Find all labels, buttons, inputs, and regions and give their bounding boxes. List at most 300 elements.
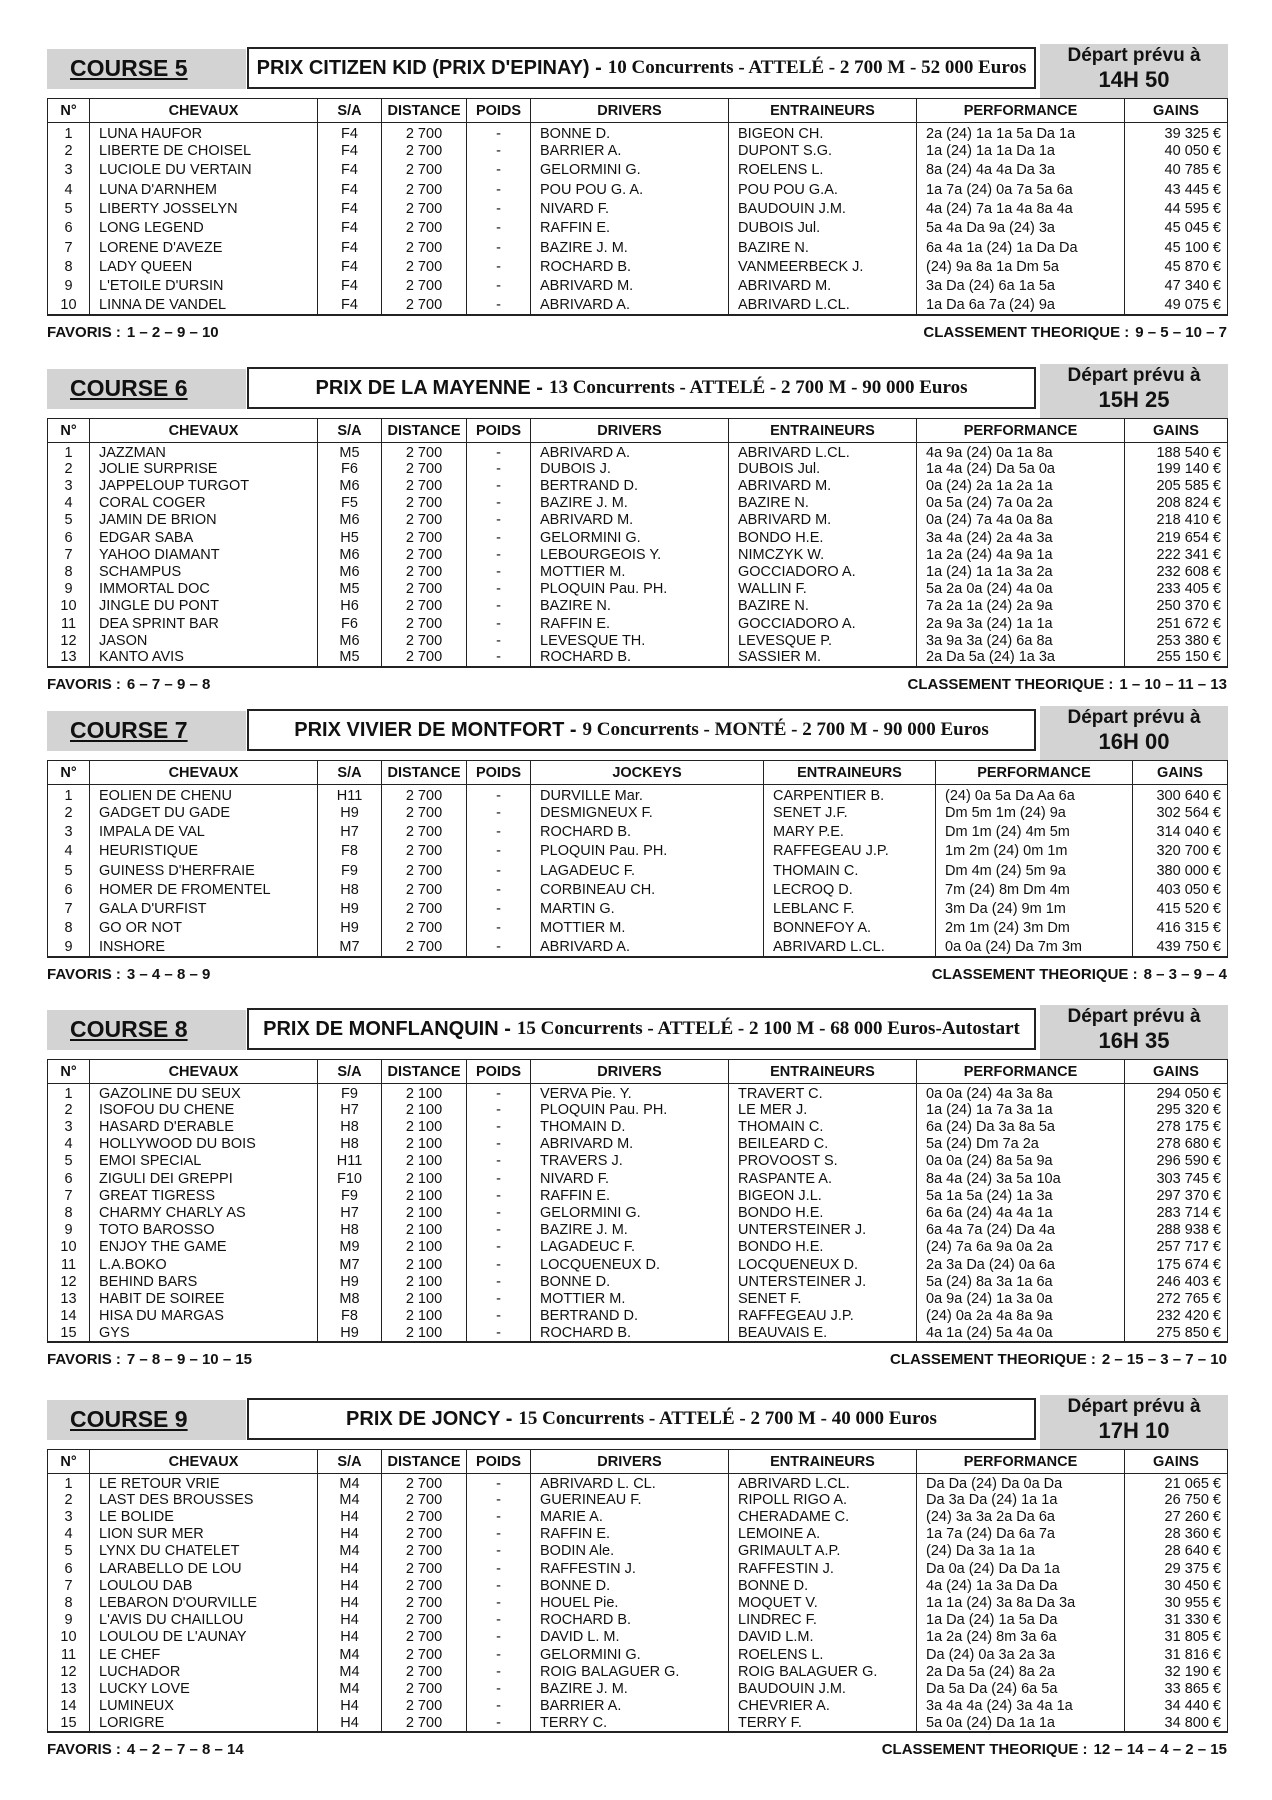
course-header: [47, 364, 1227, 418]
runner-number: 13: [48, 650, 90, 667]
weight: -: [467, 880, 531, 899]
rider-name: ABRIVARD M.: [531, 277, 729, 296]
earnings: 251 672 €: [1125, 615, 1228, 632]
table-row: [48, 1136, 1228, 1153]
weight: -: [467, 529, 531, 546]
earnings: 45 045 €: [1125, 219, 1228, 238]
weight: -: [467, 495, 531, 512]
course-header: [47, 44, 1227, 98]
horse-name: IMPALA DE VAL: [90, 823, 318, 842]
rider-name: CORBINEAU CH.: [531, 880, 764, 899]
horse-name: LOULOU DE L'AUNAY: [90, 1629, 318, 1646]
sex-age: H4: [318, 1577, 382, 1594]
performance: 2m 1m (24) 3m Dm: [936, 919, 1133, 938]
prix-title-box: [247, 47, 1036, 89]
rider-name: PLOQUIN Pau. PH.: [531, 1102, 729, 1119]
performance: 6a (24) Da 3a 8a 5a: [917, 1119, 1125, 1136]
horse-name: EMOI SPECIAL: [90, 1153, 318, 1170]
table-row: [48, 123, 1228, 142]
table-row: [48, 632, 1228, 649]
horse-name: TOTO BAROSSO: [90, 1222, 318, 1239]
rider-name: BONNE D.: [531, 1273, 729, 1290]
table-row: [48, 478, 1228, 495]
sex-age: H7: [318, 823, 382, 842]
distance: 2 100: [382, 1136, 467, 1153]
rider-name: LAGADEUC F.: [531, 1239, 729, 1256]
course-header: [47, 1005, 1227, 1059]
rider-name: LAGADEUC F.: [531, 861, 764, 880]
sex-age: M5: [318, 581, 382, 598]
runner-number: 4: [48, 180, 90, 199]
weight: -: [467, 443, 531, 461]
performance: 5a 0a (24) Da 1a 1a: [917, 1715, 1125, 1732]
col-performance-header: PERFORMANCE: [917, 419, 1125, 443]
earnings: 175 674 €: [1125, 1256, 1228, 1273]
runner-number: 1: [48, 123, 90, 142]
trainer-name: RAFFEGEAU J.P.: [729, 1308, 917, 1325]
horse-name: LUCKY LOVE: [90, 1681, 318, 1698]
distance: 2 700: [382, 785, 467, 804]
performance: 4a (24) 7a 1a 4a 8a 4a: [917, 200, 1125, 219]
table-row: [48, 1291, 1228, 1308]
weight: -: [467, 512, 531, 529]
table-row: [48, 1325, 1228, 1342]
col-sex-age-header: S/A: [318, 1450, 382, 1474]
distance: 2 700: [382, 546, 467, 563]
weight: -: [467, 823, 531, 842]
table-row: [48, 1187, 1228, 1204]
rider-name: LEVESQUE TH.: [531, 632, 729, 649]
table-row: [48, 219, 1228, 238]
weight: -: [467, 632, 531, 649]
col-trainers-header: ENTRAINEURS: [729, 1060, 917, 1084]
runner-number: 8: [48, 1205, 90, 1222]
rider-name: ABRIVARD M.: [531, 1136, 729, 1153]
trainer-name: SENET F.: [729, 1291, 917, 1308]
performance: 1a (24) 1a 1a Da 1a: [917, 142, 1125, 161]
sex-age: H9: [318, 919, 382, 938]
runner-number: 7: [48, 238, 90, 257]
earnings: 253 380 €: [1125, 632, 1228, 649]
distance: 2 700: [382, 823, 467, 842]
rider-name: RAFFIN E.: [531, 615, 729, 632]
earnings: 34 440 €: [1125, 1698, 1228, 1715]
col-horses-header: CHEVAUX: [90, 1450, 318, 1474]
runner-number: 1: [48, 443, 90, 461]
runner-number: 10: [48, 1629, 90, 1646]
course-header: [47, 1395, 1227, 1449]
weight: -: [467, 1170, 531, 1187]
course-section: [47, 1005, 1227, 1371]
sex-age: M4: [318, 1474, 382, 1492]
weight: -: [467, 1291, 531, 1308]
earnings: 33 865 €: [1125, 1681, 1228, 1698]
col-weight-header: POIDS: [467, 99, 531, 123]
prix-name: PRIX CITIZEN KID (PRIX D'EPINAY) -: [256, 56, 602, 79]
runner-number: 1: [48, 1084, 90, 1102]
rider-name: MOTTIER M.: [531, 564, 729, 581]
runner-number: 5: [48, 1543, 90, 1560]
distance: 2 700: [382, 880, 467, 899]
col-riders-header: DRIVERS: [531, 1450, 729, 1474]
table-row: [48, 880, 1228, 899]
favorites-label: FAVORIS :: [47, 1351, 121, 1369]
trainer-name: CHERADAME C.: [729, 1509, 917, 1526]
runner-number: 10: [48, 598, 90, 615]
weight: -: [467, 478, 531, 495]
rider-name: BARRIER A.: [531, 1698, 729, 1715]
prix-title-box: [247, 709, 1036, 751]
ranking-values: 2 – 15 – 3 – 7 – 10: [1101, 1351, 1227, 1369]
rider-name: MOTTIER M.: [531, 919, 764, 938]
weight: -: [467, 219, 531, 238]
favorites: [47, 1351, 252, 1368]
rider-name: BAZIRE N.: [531, 598, 729, 615]
rider-name: ABRIVARD L. CL.: [531, 1474, 729, 1492]
weight: -: [467, 785, 531, 804]
horse-name: SCHAMPUS: [90, 564, 318, 581]
earnings: 302 564 €: [1133, 804, 1228, 823]
performance: 0a 0a (24) Da 7m 3m: [936, 938, 1133, 957]
rider-name: POU POU G. A.: [531, 180, 729, 199]
favorites-values: 7 – 8 – 9 – 10 – 15: [126, 1351, 253, 1369]
runner-number: 9: [48, 581, 90, 598]
horse-name: HEURISTIQUE: [90, 842, 318, 861]
trainer-name: PROVOOST S.: [729, 1153, 917, 1170]
sex-age: H8: [318, 880, 382, 899]
sex-age: H11: [318, 785, 382, 804]
distance: 2 700: [382, 900, 467, 919]
horse-name: LORIGRE: [90, 1715, 318, 1732]
horse-name: LUNA D'ARNHEM: [90, 180, 318, 199]
table-row: [48, 1492, 1228, 1509]
rider-name: BODIN Ale.: [531, 1543, 729, 1560]
horse-name: ISOFOU DU CHENE: [90, 1102, 318, 1119]
table-row: [48, 180, 1228, 199]
runner-number: 5: [48, 1153, 90, 1170]
earnings: 21 065 €: [1125, 1474, 1228, 1492]
departure-box: [1040, 1005, 1228, 1059]
horse-name: LONG LEGEND: [90, 219, 318, 238]
performance: (24) 0a 2a 4a 8a 9a: [917, 1308, 1125, 1325]
table-row: [48, 1543, 1228, 1560]
trainer-name: ABRIVARD L.CL.: [764, 938, 936, 957]
earnings: 29 375 €: [1125, 1560, 1228, 1577]
weight: -: [467, 180, 531, 199]
horse-name: JAPPELOUP TURGOT: [90, 478, 318, 495]
table-row: [48, 238, 1228, 257]
col-performance-header: PERFORMANCE: [917, 99, 1125, 123]
weight: -: [467, 1256, 531, 1273]
trainer-name: LEBLANC F.: [764, 900, 936, 919]
horse-name: LOULOU DAB: [90, 1577, 318, 1594]
rider-name: BONNE D.: [531, 123, 729, 142]
theoretical-ranking: [923, 324, 1227, 341]
performance: 6a 4a 1a (24) 1a Da Da: [917, 238, 1125, 257]
col-trainers-header: ENTRAINEURS: [729, 99, 917, 123]
trainer-name: NIMCZYK W.: [729, 546, 917, 563]
performance: 1a Da 6a 7a (24) 9a: [917, 296, 1125, 315]
table-header-row: [48, 99, 1228, 123]
weight: -: [467, 1119, 531, 1136]
weight: -: [467, 296, 531, 315]
col-earnings-header: GAINS: [1133, 761, 1228, 785]
favorites: [47, 676, 210, 693]
weight: -: [467, 1308, 531, 1325]
earnings: 39 325 €: [1125, 123, 1228, 142]
runner-number: 13: [48, 1681, 90, 1698]
trainer-name: POU POU G.A.: [729, 180, 917, 199]
earnings: 320 700 €: [1133, 842, 1228, 861]
runner-number: 3: [48, 1509, 90, 1526]
rider-name: PLOQUIN Pau. PH.: [531, 581, 729, 598]
runners-table: [47, 418, 1228, 668]
distance: 2 100: [382, 1308, 467, 1325]
performance: 4a 1a (24) 5a 4a 0a: [917, 1325, 1125, 1342]
runners-table: [47, 760, 1228, 958]
distance: 2 100: [382, 1153, 467, 1170]
table-row: [48, 1577, 1228, 1594]
col-trainers-header: ENTRAINEURS: [764, 761, 936, 785]
trainer-name: MOQUET V.: [729, 1595, 917, 1612]
performance: (24) 7a 6a 9a 0a 2a: [917, 1239, 1125, 1256]
distance: 2 700: [382, 919, 467, 938]
sex-age: F9: [318, 861, 382, 880]
col-sex-age-header: S/A: [318, 761, 382, 785]
distance: 2 100: [382, 1187, 467, 1204]
rider-name: ROCHARD B.: [531, 258, 729, 277]
col-performance-header: PERFORMANCE: [936, 761, 1133, 785]
runner-number: 4: [48, 495, 90, 512]
weight: -: [467, 1577, 531, 1594]
performance: 4a (24) 1a 3a Da Da: [917, 1577, 1125, 1594]
favorites: [47, 966, 210, 983]
earnings: 30 450 €: [1125, 1577, 1228, 1594]
earnings: 40 050 €: [1125, 142, 1228, 161]
distance: 2 700: [382, 1595, 467, 1612]
rider-name: MARTIN G.: [531, 900, 764, 919]
trainer-name: WALLIN F.: [729, 581, 917, 598]
ranking-label: CLASSEMENT THEORIQUE :: [881, 1741, 1088, 1759]
col-earnings-header: GAINS: [1125, 1450, 1228, 1474]
distance: 2 700: [382, 1646, 467, 1663]
distance: 2 700: [382, 1560, 467, 1577]
distance: 2 100: [382, 1291, 467, 1308]
runners-table: [47, 1449, 1228, 1733]
weight: -: [467, 1102, 531, 1119]
course-number-text: COURSE 9: [70, 1406, 188, 1432]
runner-number: 2: [48, 804, 90, 823]
distance: 2 700: [382, 1629, 467, 1646]
table-row: [48, 1119, 1228, 1136]
sex-age: M4: [318, 1681, 382, 1698]
trainer-name: DUBOIS Jul.: [729, 461, 917, 478]
sex-age: H8: [318, 1136, 382, 1153]
distance: 2 700: [382, 564, 467, 581]
col-earnings-header: GAINS: [1125, 419, 1228, 443]
rider-name: TRAVERS J.: [531, 1153, 729, 1170]
sex-age: F5: [318, 495, 382, 512]
rider-name: RAFFIN E.: [531, 1187, 729, 1204]
runner-number: 8: [48, 564, 90, 581]
sex-age: H6: [318, 598, 382, 615]
runner-number: 7: [48, 900, 90, 919]
earnings: 300 640 €: [1133, 785, 1228, 804]
weight: -: [467, 1543, 531, 1560]
weight: -: [467, 598, 531, 615]
horse-name: LINNA DE VANDEL: [90, 296, 318, 315]
departure-time: 15H 25: [1098, 387, 1170, 412]
col-weight-header: POIDS: [467, 761, 531, 785]
sex-age: H9: [318, 1273, 382, 1290]
table-header-row: [48, 1060, 1228, 1084]
trainer-name: BAUDOUIN J.M.: [729, 200, 917, 219]
sex-age: M6: [318, 512, 382, 529]
favorites-values: 3 – 4 – 8 – 9: [126, 966, 211, 984]
runner-number: 7: [48, 1187, 90, 1204]
rider-name: HOUEL Pie.: [531, 1595, 729, 1612]
distance: 2 100: [382, 1119, 467, 1136]
rider-name: BAZIRE J. M.: [531, 1222, 729, 1239]
distance: 2 700: [382, 1715, 467, 1732]
table-row: [48, 512, 1228, 529]
theoretical-ranking: [882, 1741, 1227, 1758]
rider-name: GELORMINI G.: [531, 1205, 729, 1222]
sex-age: M6: [318, 546, 382, 563]
earnings: 188 540 €: [1125, 443, 1228, 461]
col-horses-header: CHEVAUX: [90, 419, 318, 443]
earnings: 275 850 €: [1125, 1325, 1228, 1342]
runners-table: [47, 98, 1228, 316]
performance: 1a (24) 1a 1a 3a 2a: [917, 564, 1125, 581]
rider-name: LOCQUENEUX D.: [531, 1256, 729, 1273]
performance: (24) 0a 5a Da Aa 6a: [936, 785, 1133, 804]
horse-name: LUCHADOR: [90, 1663, 318, 1680]
rider-name: LEBOURGEOIS Y.: [531, 546, 729, 563]
sex-age: H9: [318, 1325, 382, 1342]
weight: -: [467, 615, 531, 632]
performance: (24) Da 3a 1a 1a: [917, 1543, 1125, 1560]
rider-name: NIVARD F.: [531, 1170, 729, 1187]
rider-name: GELORMINI G.: [531, 1646, 729, 1663]
course-section: [47, 1395, 1227, 1761]
earnings: 380 000 €: [1133, 861, 1228, 880]
favorites-values: 4 – 2 – 7 – 8 – 14: [126, 1741, 244, 1759]
distance: 2 100: [382, 1084, 467, 1102]
distance: 2 700: [382, 529, 467, 546]
trainer-name: ABRIVARD L.CL.: [729, 443, 917, 461]
earnings: 28 360 €: [1125, 1526, 1228, 1543]
sex-age: H4: [318, 1560, 382, 1577]
horse-name: LE BOLIDE: [90, 1509, 318, 1526]
performance: 2a (24) 1a 1a 5a Da 1a: [917, 123, 1125, 142]
course-number-label: [47, 1010, 246, 1050]
distance: 2 700: [382, 512, 467, 529]
trainer-name: SASSIER M.: [729, 650, 917, 667]
table-row: [48, 1509, 1228, 1526]
horse-name: GO OR NOT: [90, 919, 318, 938]
horse-name: LION SUR MER: [90, 1526, 318, 1543]
horse-name: L'ETOILE D'URSIN: [90, 277, 318, 296]
rider-name: BAZIRE J. M.: [531, 495, 729, 512]
departure-time: 14H 50: [1098, 67, 1170, 92]
departure-time: 17H 10: [1098, 1418, 1170, 1443]
weight: -: [467, 1492, 531, 1509]
performance: Da 5a Da (24) 6a 5a: [917, 1681, 1125, 1698]
performance: 0a (24) 7a 4a 0a 8a: [917, 512, 1125, 529]
rider-name: DURVILLE Mar.: [531, 785, 764, 804]
course-number-label: [47, 711, 246, 751]
weight: -: [467, 1084, 531, 1102]
distance: 2 700: [382, 258, 467, 277]
ranking-label: CLASSEMENT THEORIQUE :: [890, 1351, 1096, 1369]
departure-time: 16H 35: [1098, 1028, 1170, 1053]
horse-name: ZIGULI DEI GREPPI: [90, 1170, 318, 1187]
prix-details: 13 Concurrents - ATTELÉ - 2 700 M - 90 000 Euros: [548, 377, 968, 398]
distance: 2 700: [382, 632, 467, 649]
horse-name: JASON: [90, 632, 318, 649]
trainer-name: CHEVRIER A.: [729, 1698, 917, 1715]
course-section: [47, 44, 1227, 344]
table-row: [48, 1474, 1228, 1492]
sex-age: F4: [318, 180, 382, 199]
course-footer: [47, 668, 1227, 696]
distance: 2 700: [382, 1698, 467, 1715]
earnings: 232 420 €: [1125, 1308, 1228, 1325]
runner-number: 1: [48, 785, 90, 804]
earnings: 26 750 €: [1125, 1492, 1228, 1509]
performance: 5a 2a 0a (24) 4a 0a: [917, 581, 1125, 598]
performance: 1m 2m (24) 0m 1m: [936, 842, 1133, 861]
earnings: 43 445 €: [1125, 180, 1228, 199]
sex-age: M4: [318, 1492, 382, 1509]
performance: 5a (24) 8a 3a 1a 6a: [917, 1273, 1125, 1290]
sex-age: F4: [318, 200, 382, 219]
weight: -: [467, 1526, 531, 1543]
rider-name: BERTRAND D.: [531, 1308, 729, 1325]
table-row: [48, 1256, 1228, 1273]
horse-name: L.A.BOKO: [90, 1256, 318, 1273]
rider-name: BAZIRE J. M.: [531, 1681, 729, 1698]
weight: -: [467, 1239, 531, 1256]
runner-number: 4: [48, 1526, 90, 1543]
trainer-name: GRIMAULT A.P.: [729, 1543, 917, 1560]
horse-name: LUMINEUX: [90, 1698, 318, 1715]
rider-name: ROIG BALAGUER G.: [531, 1663, 729, 1680]
theoretical-ranking: [890, 1351, 1227, 1368]
favorites-values: 6 – 7 – 9 – 8: [126, 675, 211, 693]
weight: -: [467, 461, 531, 478]
weight: -: [467, 861, 531, 880]
trainer-name: BAZIRE N.: [729, 495, 917, 512]
horse-name: KANTO AVIS: [90, 650, 318, 667]
performance: (24) 9a 8a 1a Dm 5a: [917, 258, 1125, 277]
course-number-text: COURSE 8: [70, 1016, 188, 1042]
prix-details: 15 Concurrents - ATTELÉ - 2 700 M - 40 000 Euros: [518, 1408, 937, 1429]
runner-number: 9: [48, 938, 90, 957]
trainer-name: ABRIVARD L.CL.: [729, 1474, 917, 1492]
trainer-name: DUPONT S.G.: [729, 142, 917, 161]
trainer-name: RASPANTE A.: [729, 1170, 917, 1187]
performance: 1a 7a (24) 0a 7a 5a 6a: [917, 180, 1125, 199]
weight: -: [467, 200, 531, 219]
col-distance-header: DISTANCE: [382, 1060, 467, 1084]
earnings: 32 190 €: [1125, 1663, 1228, 1680]
sex-age: H5: [318, 529, 382, 546]
sex-age: H4: [318, 1715, 382, 1732]
table-row: [48, 1663, 1228, 1680]
trainer-name: RIPOLL RIGO A.: [729, 1492, 917, 1509]
